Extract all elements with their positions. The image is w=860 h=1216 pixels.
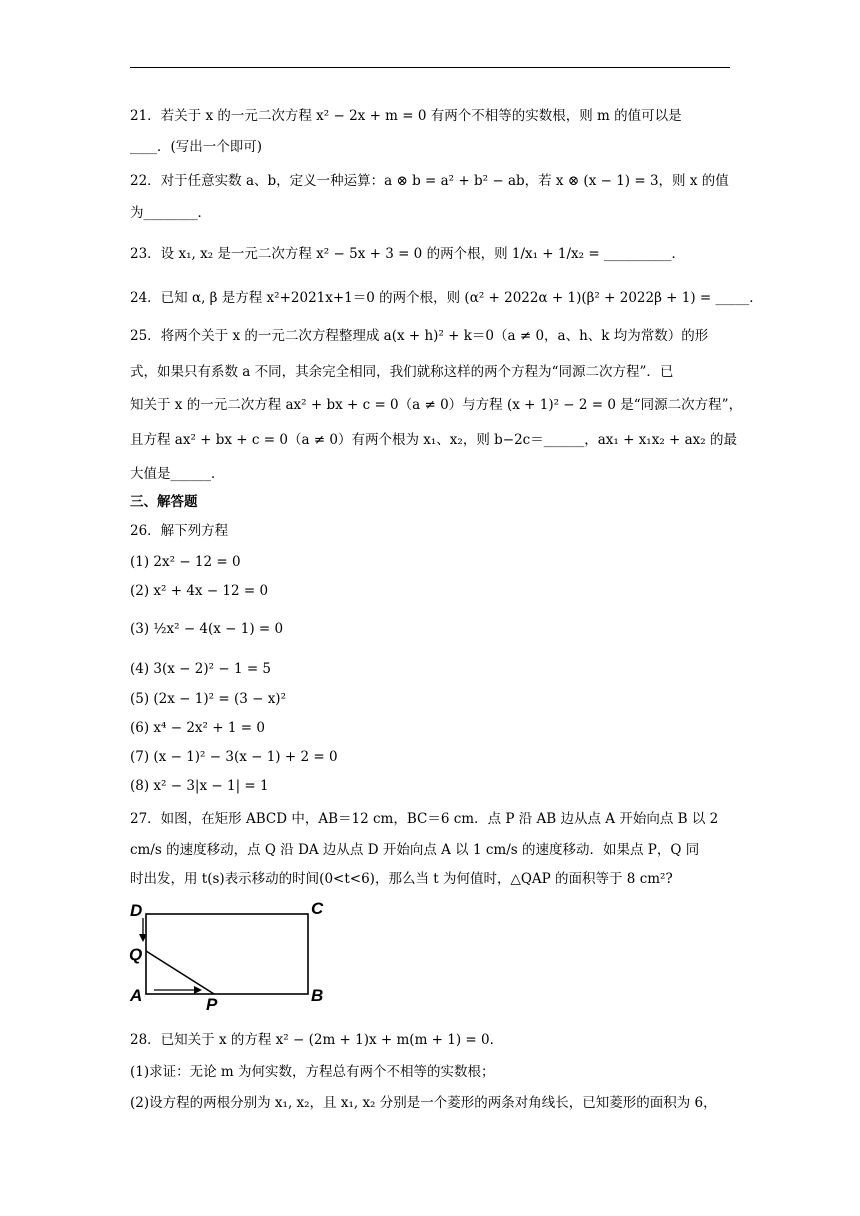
label-a: A — [130, 986, 143, 1005]
label-b: B — [311, 986, 324, 1005]
header-rule — [130, 67, 730, 68]
label-d: D — [130, 901, 143, 920]
label-c: C — [311, 899, 324, 918]
q27-line2: cm/s 的速度移动，点 Q 沿 DA 边从点 D 开始向点 A 以 1 cm/s 的速度移动．如果点 P，Q 同 — [130, 842, 700, 858]
q26-item-2: (2) x² + 4x − 12 = 0 — [130, 583, 269, 599]
q25-line2: 式，如果只有系数 a 不同，其余完全相同，我们就称这样的两个方程为“同源二次方程”．已 — [130, 364, 674, 380]
q25-line3: 知关于 x 的一元二次方程 ax² + bx + c = 0（a ≠ 0）与方程 (x + 1)² − 2 = 0 是“同源二次方程”， — [130, 397, 743, 413]
q25-line5: 大值是______． — [130, 466, 225, 482]
q28-line3: (2)设方程的两根分别为 x₁, x₂，且 x₁, x₂ 分别是一个菱形的两条对角线长，已知菱形的面积为 6， — [130, 1095, 717, 1111]
rectangle-abcd — [146, 914, 308, 994]
q26-item-6: (6) x⁴ − 2x² + 1 = 0 — [130, 720, 265, 736]
q27-line3: 时出发，用 t(s)表示移动的时间(0<t<6)，那么当 t 为何值时，△QAP 的面积等于 8 cm²? — [130, 871, 673, 887]
q26-item-1: (1) 2x² − 12 = 0 — [130, 554, 241, 570]
label-p: P — [206, 995, 218, 1012]
rectangle-figure — [128, 896, 338, 1012]
q27-line1: 27．如图，在矩形 ABCD 中，AB＝12 cm，BC＝6 cm．点 P 沿 AB 边从点 A 开始向点 B 以 2 — [130, 811, 719, 827]
q26-item-4: (4) 3(x − 2)² − 1 = 5 — [130, 661, 272, 677]
section-heading: 三、解答题 — [130, 494, 198, 510]
q25-line4: 且方程 ax² + bx + c = 0（a ≠ 0）有两个根为 x₁、x₂，则 b−2c＝______，ax₁ + x₁x₂ + ax₂ 的最 — [130, 432, 737, 448]
arrow-right-head — [194, 986, 202, 994]
q22-line2: 为________． — [130, 205, 211, 221]
q21-line2: ____．(写出一个即可) — [130, 139, 263, 155]
q28-line1: 28．已知关于 x 的方程 x² − (2m + 1)x + m(m + 1) = 0． — [130, 1032, 504, 1048]
q22-line1: 22．对于任意实数 a、b，定义一种运算：a ⊗ b = a² + b² − ab，若 x ⊗ (x − 1) = 3，则 x 的值 — [130, 173, 729, 189]
segment-qp — [146, 951, 214, 994]
q26-item-3: (3) ½x² − 4(x − 1) = 0 — [130, 621, 284, 637]
q26-item-8: (8) x² − 3|x − 1| = 1 — [130, 778, 269, 794]
q26-item-5: (5) (2x − 1)² = (3 − x)² — [130, 691, 286, 707]
q23: 23．设 x₁, x₂ 是一元二次方程 x² − 5x + 3 = 0 的两个根，则 1/x₁ + 1/x₂ = __________． — [130, 246, 685, 262]
q26-title: 26．解下列方程 — [130, 523, 229, 539]
label-q: Q — [129, 945, 143, 964]
q25-line1: 25．将两个关于 x 的一元二次方程整理成 a(x + h)² + k＝0（a ≠ 0，a、h、k 均为常数）的形 — [130, 328, 709, 344]
q21-line1: 21．若关于 x 的一元二次方程 x² − 2x + m = 0 有两个不相等的实数根，则 m 的值可以是 — [130, 108, 682, 124]
q28-line2: (1)求证：无论 m 为何实数，方程总有两个不相等的实数根； — [130, 1064, 495, 1080]
q26-item-7: (7) (x − 1)² − 3(x − 1) + 2 = 0 — [130, 749, 338, 765]
q24: 24．已知 α, β 是方程 x²+2021x+1＝0 的两个根，则 (α² + 2022α + 1)(β² + 2022β + 1) = _____． — [130, 290, 763, 306]
